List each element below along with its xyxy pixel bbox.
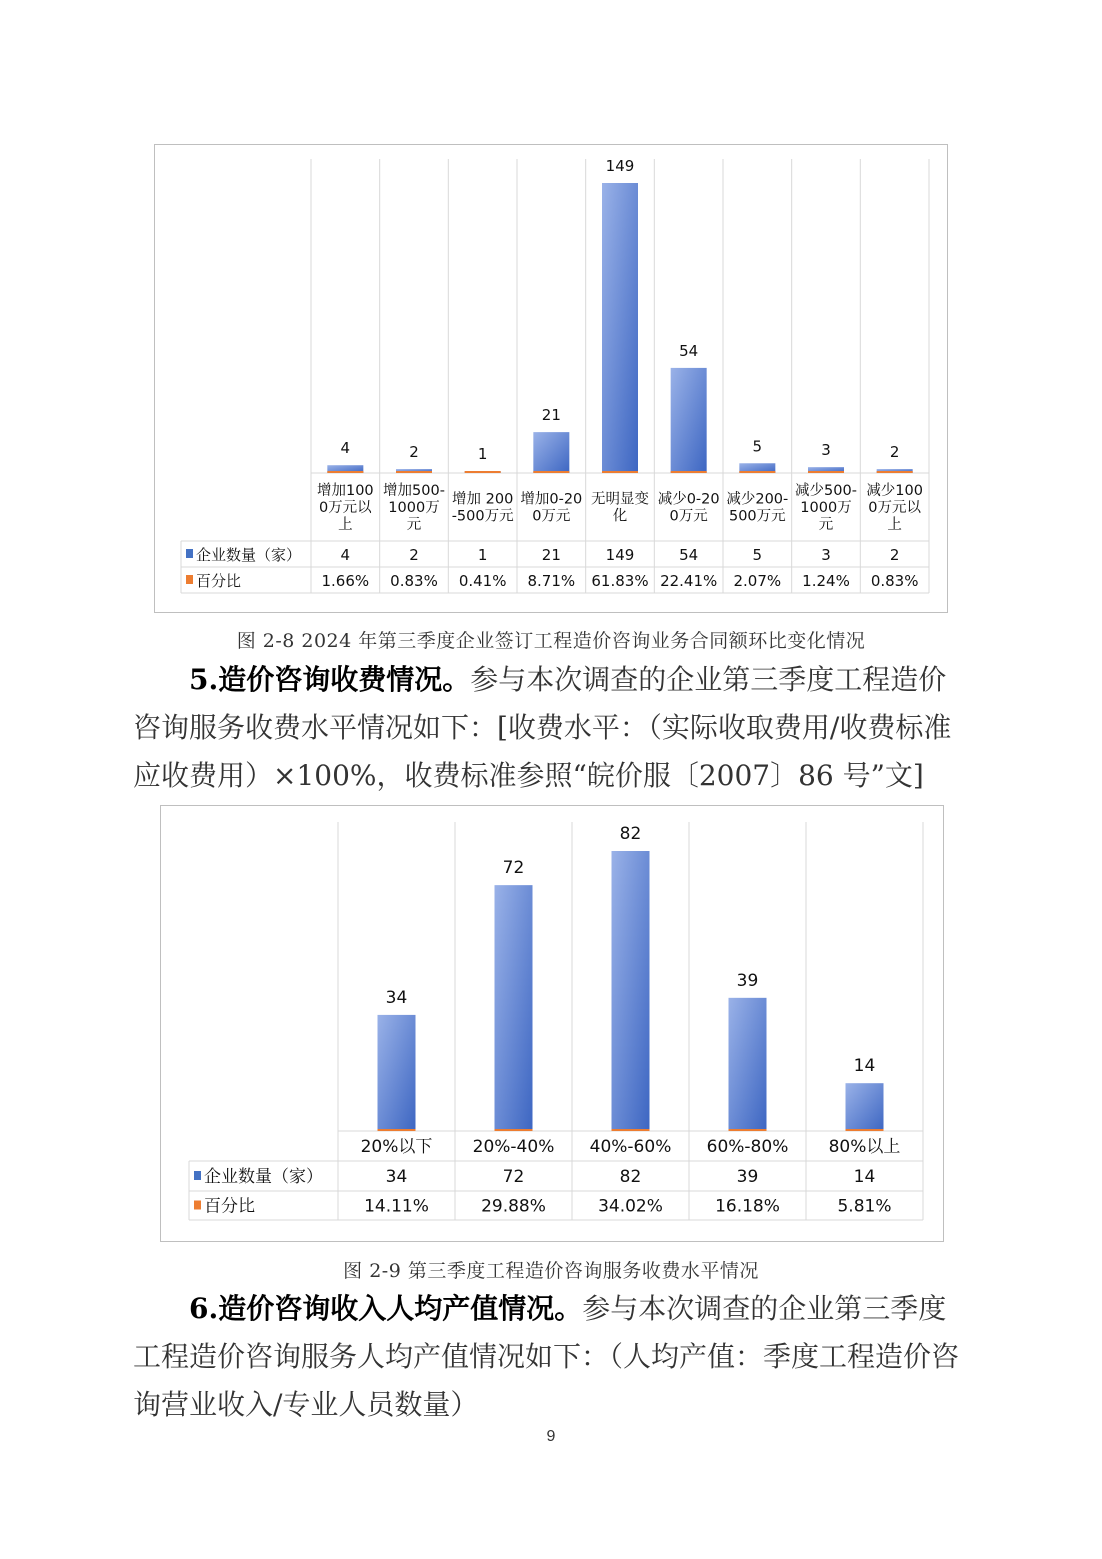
c1-pct-bar: [602, 471, 638, 473]
c2-category-label: 20%以下: [360, 1137, 433, 1157]
c2-table-count: 82: [619, 1167, 642, 1187]
chart-contract-change-svg: [155, 145, 947, 612]
c1-category-label: 化: [612, 508, 628, 525]
c1-legend-percent: 百分比: [196, 572, 242, 590]
c2-bar: [495, 885, 533, 1131]
c1-category-label: 元: [406, 517, 422, 534]
c2-legend-percent: 百分比: [204, 1196, 255, 1217]
c1-table-percent: 0.83%: [870, 572, 919, 590]
page-number: 9: [546, 1428, 556, 1445]
c1-category-label: 0万元: [669, 508, 708, 525]
c1-category-label: 上: [887, 517, 902, 534]
c1-category-label: 减少0-20: [657, 491, 720, 508]
c1-table-count: 2: [889, 546, 900, 564]
c2-table-percent: 34.02%: [598, 1196, 663, 1217]
c2-table-count: 14: [853, 1167, 876, 1187]
c1-category-label: 0万元: [532, 508, 571, 525]
c1-category-label: 增加500-: [383, 483, 445, 500]
c1-table-count: 21: [541, 546, 561, 564]
c1-category-label: 增加0-20: [520, 491, 583, 508]
c1-category-label: 无明显变: [591, 491, 649, 508]
c2-value-label: 39: [736, 970, 759, 991]
c1-category-label: 0万元以: [318, 500, 372, 517]
c1-value-label: 2: [889, 443, 900, 462]
c2-bar: [729, 998, 767, 1131]
c1-category-label: 减少500-: [795, 483, 857, 500]
c1-value-label: 3: [821, 441, 831, 460]
c1-category-label: 1000万: [388, 500, 440, 517]
c1-table-count: 54: [679, 546, 699, 564]
c2-pct-bar: [612, 1129, 650, 1131]
c1-pct-bar: [808, 471, 844, 473]
c2-table-percent: 29.88%: [481, 1196, 546, 1217]
c1-pct-bar: [739, 471, 775, 473]
figure-2-8-caption: 图 2-8 2024 年第三季度企业签订工程造价咨询业务合同额环比变化情况: [236, 630, 866, 652]
figure-2-9-caption: 图 2-9 第三季度工程造价咨询服务收费水平情况: [343, 1260, 759, 1282]
c2-bar: [378, 1015, 416, 1131]
c1-value-label: 5: [752, 437, 763, 456]
c1-table-count: 5: [752, 546, 763, 564]
c1-table-percent: 61.83%: [591, 572, 649, 590]
c2-legend-key-percent: [194, 1201, 201, 1210]
c2-table-percent: 16.18%: [715, 1196, 780, 1217]
c2-pct-bar: [729, 1129, 767, 1131]
c1-value-label: 21: [541, 406, 561, 425]
c1-table-count: 2: [409, 546, 419, 564]
c1-pct-bar: [533, 471, 569, 473]
c2-value-label: 82: [619, 824, 642, 844]
c1-value-label: 54: [679, 341, 699, 360]
c1-table-percent: 0.41%: [458, 572, 507, 590]
c2-bar: [612, 851, 650, 1131]
c1-category-label: 减少200-: [726, 491, 789, 508]
c2-category-label: 20%-40%: [472, 1137, 555, 1157]
section-6-heading: 6.造价咨询收入人均产值情况。: [189, 1292, 583, 1325]
c1-table-percent: 1.24%: [802, 572, 850, 590]
c2-value-label: 14: [853, 1056, 876, 1077]
c1-category-label: 增加 200: [452, 491, 514, 508]
c1-pct-bar: [877, 471, 913, 473]
c1-legend-key-percent: [186, 575, 193, 584]
c1-table-percent: 2.07%: [733, 572, 782, 590]
c1-category-label: 元: [818, 517, 834, 534]
c1-table-count: 149: [605, 546, 635, 564]
c1-category-label: 500万元: [728, 508, 786, 525]
chart-fee-level-svg: [161, 806, 943, 1241]
section-5-heading: 5.造价咨询收费情况。: [189, 663, 471, 696]
c2-table-count: 34: [385, 1167, 408, 1187]
c1-category-label: -500万元: [451, 508, 514, 525]
c1-pct-bar: [396, 471, 432, 473]
c2-category-label: 80%以上: [828, 1137, 901, 1157]
c1-table-percent: 0.83%: [390, 572, 438, 590]
c2-category-label: 40%-60%: [589, 1137, 672, 1157]
section-6-paragraph: [133, 1285, 973, 1429]
c1-bar: [602, 183, 638, 473]
c2-pct-bar: [495, 1129, 533, 1131]
c1-bar: [533, 432, 569, 473]
c2-table-count: 39: [736, 1167, 759, 1187]
c2-pct-bar: [378, 1129, 416, 1131]
c1-table-percent: 1.66%: [321, 572, 370, 590]
c1-category-label: 1000万: [800, 500, 852, 517]
c2-pct-bar: [846, 1129, 884, 1131]
c1-legend-key-count: [186, 549, 193, 558]
c1-value-label: 149: [605, 157, 635, 175]
c2-value-label: 34: [385, 987, 408, 1008]
c1-table-count: 4: [340, 546, 351, 564]
section-6-body: 参与本次调查的企业第三季度工程造价咨询服务人均产值情况如下：（人均产值：季度工程造价咨询营业收入/专业人员数量）: [133, 1292, 960, 1421]
section-5-paragraph: [133, 656, 973, 800]
c1-table-count: 1: [477, 546, 488, 564]
c1-category-label: 上: [338, 517, 353, 534]
c2-legend-count: 企业数量（家）: [204, 1167, 323, 1187]
c1-bar: [671, 368, 707, 473]
c1-pct-bar: [465, 471, 501, 473]
c1-value-label: 2: [409, 443, 419, 462]
c1-table-count: 3: [821, 546, 831, 564]
c2-category-label: 60%-80%: [706, 1137, 789, 1157]
c2-legend-key-count: [194, 1171, 201, 1180]
c2-table-percent: 14.11%: [364, 1196, 429, 1217]
c2-table-percent: 5.81%: [837, 1196, 892, 1217]
chart-contract-change: [154, 144, 948, 613]
c1-table-percent: 22.41%: [660, 572, 718, 590]
c1-category-label: 增加100: [316, 483, 374, 500]
c1-pct-bar: [671, 471, 707, 473]
c1-table-percent: 8.71%: [527, 572, 576, 590]
chart-fee-level: [160, 805, 944, 1242]
c1-value-label: 1: [477, 445, 488, 464]
c2-bar: [846, 1083, 884, 1131]
c1-legend-count: 企业数量（家）: [196, 546, 302, 564]
c2-value-label: 72: [502, 858, 525, 879]
c1-category-label: 0万元以: [868, 500, 922, 517]
section-5-body: 参与本次调查的企业第三季度工程造价咨询服务收费水平情况如下：[收费水平：（实际收取费用/收费标准应收费用）×100%，收费标准参照“皖价服〔2007〕86 号”文]: [133, 663, 952, 792]
c1-pct-bar: [327, 471, 363, 473]
c1-value-label: 4: [340, 439, 351, 458]
c1-category-label: 减少100: [866, 483, 924, 500]
c2-table-count: 72: [502, 1167, 525, 1187]
